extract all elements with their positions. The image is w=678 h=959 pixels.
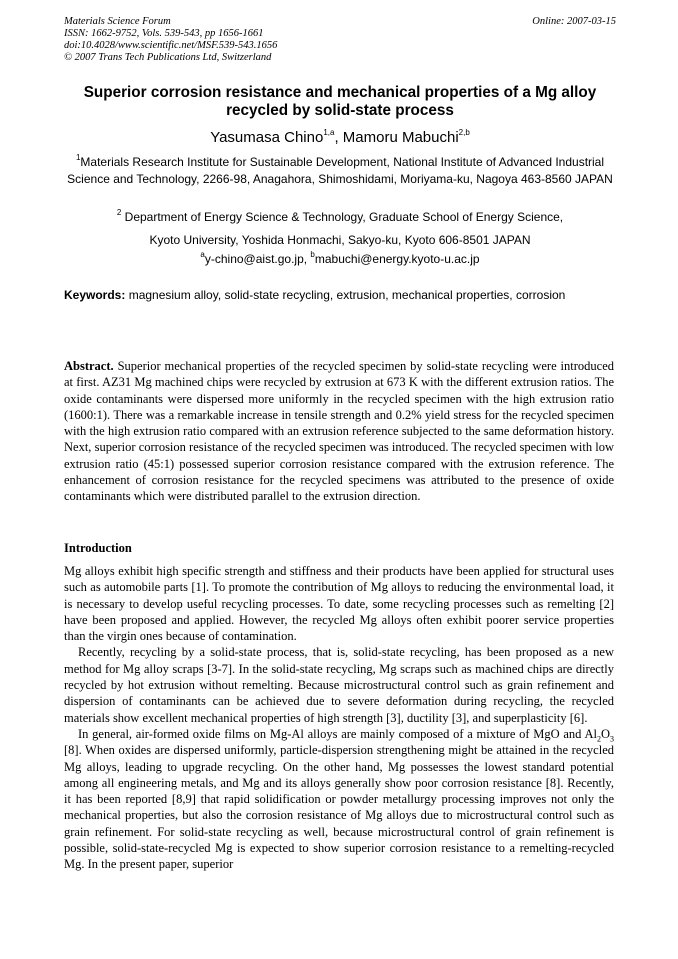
author-list bbox=[60, 129, 620, 147]
affiliation-2 bbox=[60, 209, 620, 248]
abstract-label: Abstract. bbox=[64, 359, 114, 373]
author-name: Yasumasa Chino bbox=[210, 129, 324, 146]
section-heading: Introduction bbox=[64, 541, 132, 555]
subscript: 3 bbox=[610, 734, 614, 744]
affiliation-1 bbox=[60, 154, 620, 187]
author-name: Mamoru Mabuchi bbox=[342, 129, 459, 146]
affiliation-marker: 2,b bbox=[458, 128, 470, 137]
keywords-text: magnesium alloy, solid-state recycling, extrusion, mechanical properties, corrosion bbox=[125, 288, 566, 302]
journal-header bbox=[64, 16, 616, 64]
paragraph-text: In general, air-formed oxide films on Mg-Al alloys are mainly composed of a mixture of MgO and Al bbox=[78, 726, 597, 741]
email-marker: a bbox=[200, 250, 205, 259]
affiliation-marker: 1,a bbox=[323, 128, 335, 137]
abstract-text: Superior mechanical properties of the recycled specimen by solid-state recycling were introduced at first. AZ31 Mg machined chips were recycled by extrusion at 673 K with the different extrusion ratios. The oxide contaminants were dispersed more uniformly in the recycled specimen with the high extrusion ratio (1600:1). There was a remarkable increase in tensile strength and 0.2% yield stress for the recycled specimen with the high extrusion ratio compared with an extrusion reference subjected to the same deformation history. Next, superior corrosion resistance of the recycled specimen was introduced. The recycled specimen with low extrusion ratio (45:1) possessed superior corrosion resistance compared with the extrusion reference. The enhancement of corrosion resistance for the recycled specimens was attributed to the presence of oxide contaminants which were distributed parallel to the extrusion direction. bbox=[64, 359, 614, 504]
affiliation-text: Materials Research Institute for Sustainable Development, National Institute of Advanced Industrial Science and Technology, 2266-98, Anagahora, Shimoshidami, Moriyama-ku, Nagoya 463-8560 JAPAN bbox=[67, 155, 613, 186]
affiliation-text: Department of Energy Science & Technology, Graduate School of Energy Science, bbox=[121, 210, 564, 224]
paragraph bbox=[64, 726, 614, 873]
affiliation-line bbox=[60, 209, 620, 226]
keywords-label: Keywords: bbox=[64, 288, 126, 302]
paragraph-text: O bbox=[600, 726, 610, 741]
online-date: Online: 2007-03-15 bbox=[532, 16, 616, 27]
email-address: mabuchi@energy.kyoto-u.ac.jp bbox=[314, 252, 480, 266]
introduction-body bbox=[64, 563, 614, 873]
affiliation-number: 1 bbox=[75, 153, 81, 162]
author-separator: , bbox=[334, 129, 343, 146]
paragraph-text: [8]. When oxides are dispersed uniformly, particle-dispersion strengthening might be attained in the recycled Mg alloys, leading to upgrade recycling. On the other hand, Mg possesses the lowest standard potential among all engineering metals, and Mg and its alloys generally show poor corrosion resistance [8]. Recently, it has been reported [8,9] that rapid solidification or powder metallurgy processing improves not only the mechanical properties, but also the corrosion resistance of Mg alloys due to microstructural control such as grain refinement. For solid-state recycling as well, because microstructural control of grain refinement is possible, solid-state-recycled Mg is expected to show superior corrosion resistance to a remelting-recycled Mg. In the present paper, superior bbox=[64, 743, 614, 872]
paragraph: Mg alloys exhibit high specific strength and stiffness and their products have been applied for structural uses such as automobile parts [1]. To promote the contribution of Mg alloys to reducing the environmental load, it is necessary to develop useful recycling processes. To date, some recycling processes such as remelting [2] have been proposed and applied. However, the recycled Mg alloys often exhibit poorer service properties than the virgin ones because of contamination. bbox=[64, 564, 614, 644]
paper-title: Superior corrosion resistance and mechanical properties of a Mg alloy recycled by solid-state process bbox=[83, 84, 597, 119]
email-marker: b bbox=[310, 250, 315, 259]
paragraph: Recently, recycling by a solid-state process, that is, solid-state recycling, has been proposed as a new method for Mg alloy scraps [3-7]. In the solid-state recycling, Mg scraps such as machined chips are directly recycled by hot extrusion without remelting. Because microstructural control such as grain refinement and dispersion of contaminants can be achieved due to severe deformation during recycling, the recycled materials show excellent mechanical properties of high strength [3], ductility [3], and superplasticity [6]. bbox=[64, 645, 614, 725]
journal-doi: doi:10.4028/www.scientific.net/MSF.539-543.1656 bbox=[64, 40, 278, 51]
affiliation-number: 2 bbox=[116, 208, 122, 217]
keywords bbox=[64, 287, 624, 303]
abstract bbox=[64, 358, 614, 505]
journal-issn: ISSN: 1662-9752, Vols. 539-543, pp 1656-1661 bbox=[64, 28, 264, 39]
email-address: y-chino@aist.go.jp, bbox=[204, 252, 311, 266]
affiliation-line: Kyoto University, Yoshida Honmachi, Sakyo-ku, Kyoto 606-8501 JAPAN bbox=[149, 232, 531, 247]
journal-name: Materials Science Forum bbox=[64, 16, 171, 27]
author-emails bbox=[60, 251, 620, 267]
subscript: 2 bbox=[596, 734, 601, 744]
journal-copyright: © 2007 Trans Tech Publications Ltd, Switzerland bbox=[64, 52, 272, 63]
